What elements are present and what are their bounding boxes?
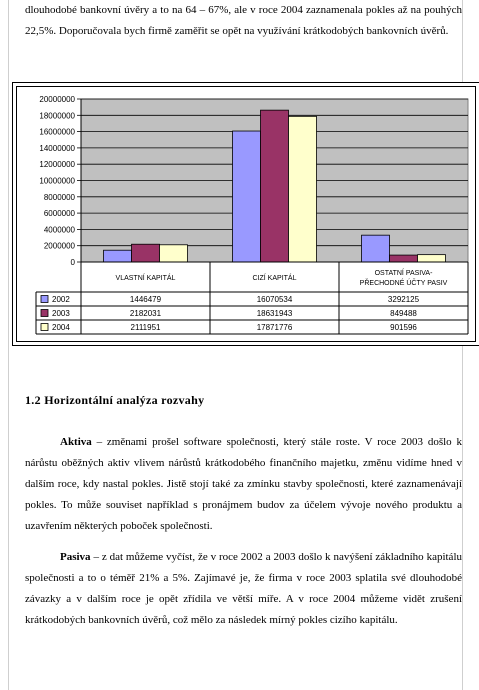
table-value: 16070534 — [256, 295, 293, 304]
bar — [104, 250, 132, 262]
pasiva-label: Pasiva — [60, 551, 91, 563]
bar — [261, 110, 289, 262]
section-heading: 1.2 Horizontální analýza rozvahy — [25, 393, 205, 407]
y-tick-label: 8000000 — [43, 192, 75, 202]
table-value: 17871776 — [256, 323, 293, 332]
table-value: 3292125 — [387, 295, 420, 304]
y-tick-label: 20000000 — [39, 95, 75, 104]
bar-chart — [13, 83, 479, 345]
table-value: 1446479 — [129, 295, 162, 304]
y-tick-label: 6000000 — [43, 209, 75, 219]
y-tick-label: 10000000 — [39, 176, 75, 186]
y-tick-label: 16000000 — [39, 127, 75, 137]
y-tick-label: 4000000 — [43, 225, 75, 235]
legend-key — [41, 310, 48, 317]
pasiva-paragraph — [25, 547, 462, 631]
category-label: VLASTNÍ KAPITÁL — [115, 275, 176, 282]
bar — [289, 116, 317, 262]
legend-key — [41, 324, 48, 331]
category-label: CIZÍ KAPITÁL — [252, 275, 297, 282]
category-label: PŘECHODNÉ ÚČTY PASIV — [359, 280, 448, 287]
table-value: 18631943 — [256, 309, 293, 318]
aktiva-label: Aktiva — [60, 436, 92, 448]
y-tick-label: 2000000 — [43, 241, 75, 251]
bar — [418, 255, 446, 262]
bar — [160, 245, 188, 262]
table-value: 901596 — [390, 323, 417, 332]
bar — [362, 235, 390, 262]
table-value: 849488 — [390, 309, 417, 318]
y-tick-label: 14000000 — [39, 143, 75, 153]
aktiva-paragraph — [25, 432, 462, 537]
page-left-edge — [8, 0, 9, 690]
category-label: OSTATNÍ PASIVA- — [374, 270, 433, 277]
top-paragraph: dlouhodobé bankovní úvěry a to na 64 – 67%, ale v roce 2004 zaznamenala pokles až na pouhých 22,5%. Doporučovala bych firmě zaměřit se opět na využívání krátkodobých bankovních úvěrů. — [25, 4, 462, 37]
legend-label: 2003 — [52, 309, 70, 318]
pasiva-text: – z dat můžeme vyčíst, že v roce 2002 a 2003 došlo k navýšení základního kapitálu společnosti a to o téměř 21% a 5%. Zajímavé je, že firma v roce 2003 splatila své dlouhodobé závazky a v dalším roce je opět zřídila ve větší míře. A v roce 2004 můžeme vidět zrušení krátkodobých bankovních úvěrů, což mělo za následek mírný pokles cizího kapitálu. — [25, 551, 462, 626]
y-tick-label: 12000000 — [39, 160, 75, 170]
legend-label: 2004 — [52, 323, 70, 332]
chart-frame — [12, 82, 479, 346]
table-value: 2182031 — [129, 309, 162, 318]
y-tick-label: 0 — [70, 258, 75, 267]
bar — [233, 131, 261, 262]
bar — [132, 244, 160, 262]
legend-label: 2002 — [52, 295, 70, 304]
legend-key — [41, 296, 48, 303]
y-tick-label: 18000000 — [39, 111, 75, 121]
aktiva-text: – změnami prošel software společnosti, který stále roste. V roce 2003 došlo k nárůstu oběžných aktiv vlivem nárůstů krátkodobého finančního majetku, změnu vidíme hned v dalším roce, kdy nastal pokles. Jistě stojí také za zmínku stavby společnosti, které zaznamenávají pokles. To může souviset například s pronájmem budov za účelem vývoje nového produktu a uzavřením některých poboček společnosti. — [25, 436, 462, 532]
table-value: 2111951 — [130, 323, 161, 332]
bar — [390, 255, 418, 262]
